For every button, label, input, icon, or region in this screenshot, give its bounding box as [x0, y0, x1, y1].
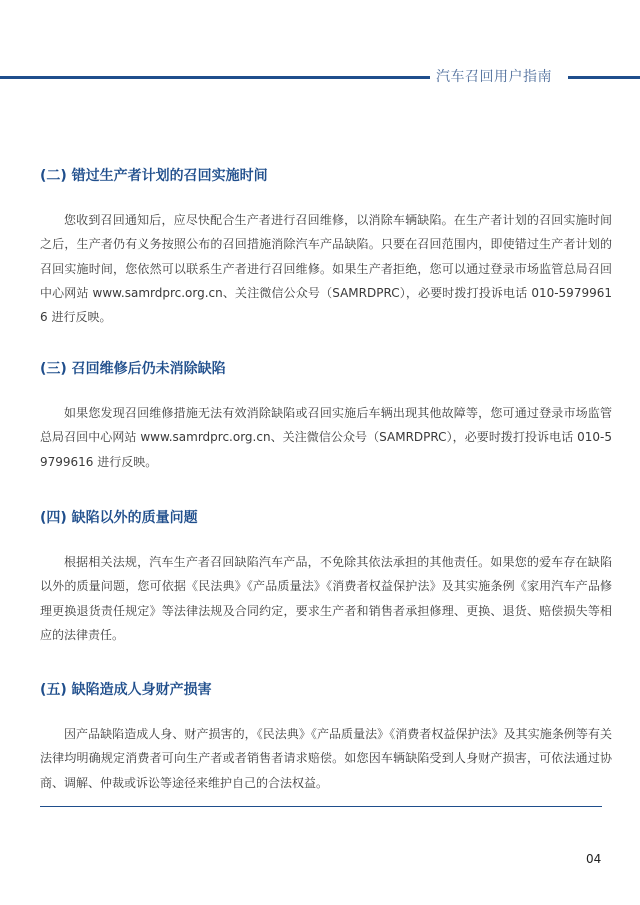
section-body: 根据相关法规，汽车生产者召回缺陷汽车产品，不免除其依法承担的其他责任。如果您的爱车存在缺陷以外的质量问题，您可依据《民法典》《产品质量法》《消费者权益保护法》及其实施条例《家用汽车产品修理更换退货责任规定》等法律法规及合同约定，要求生产者和销售者承担修理、更换、退货、赔偿损失等相应的法律责任。	[40, 555, 612, 642]
header-rule-right	[568, 76, 640, 79]
section-heading: (二) 错过生产者计划的召回实施时间	[40, 168, 268, 184]
section-body: 您收到召回通知后，应尽快配合生产者进行召回维修，以消除车辆缺陷。在生产者计划的召回实施时间之后，生产者仍有义务按照公布的召回措施消除汽车产品缺陷。只要在召回范围内，即使错过生产者计划的召回实施时间，您依然可以联系生产者进行召回维修。如果生产者拒绝，您可以通过登录市场监管总局召回中心网站 www.samrdprc.org.cn、关注微信公众号（SAMRDPRC），必要时拨打投诉电话 010-59799616 进行反映。	[40, 213, 612, 325]
section-personal-property-damage	[40, 680, 612, 795]
section-missed-recall-time	[40, 166, 612, 329]
section-body: 如果您发现召回维修措施无法有效消除缺陷或召回实施后车辆出现其他故障等，您可通过登录市场监管总局召回中心网站 www.samrdprc.org.cn、关注微信公众号（SAMRDPRC），必要时拨打投诉电话 010-59799616 进行反映。	[40, 406, 612, 469]
header-rule-left	[0, 76, 430, 79]
section-heading: (五) 缺陷造成人身财产损害	[40, 682, 212, 698]
section-defect-not-eliminated	[40, 359, 612, 474]
section-body: 因产品缺陷造成人身、财产损害的，《民法典》《产品质量法》《消费者权益保护法》及其实施条例等有关法律均明确规定消费者可向生产者或者销售者请求赔偿。如您因车辆缺陷受到人身财产损害，可依法通过协商、调解、仲裁或诉讼等途径来维护自己的合法权益。	[40, 727, 612, 790]
section-quality-issues	[40, 508, 612, 647]
section-heading: (三) 召回维修后仍未消除缺陷	[40, 361, 226, 377]
page-number: 04	[586, 852, 602, 866]
section-heading: (四) 缺陷以外的质量问题	[40, 510, 198, 526]
footer-rule	[40, 806, 602, 807]
running-header-title: 汽车召回用户指南	[436, 69, 552, 85]
